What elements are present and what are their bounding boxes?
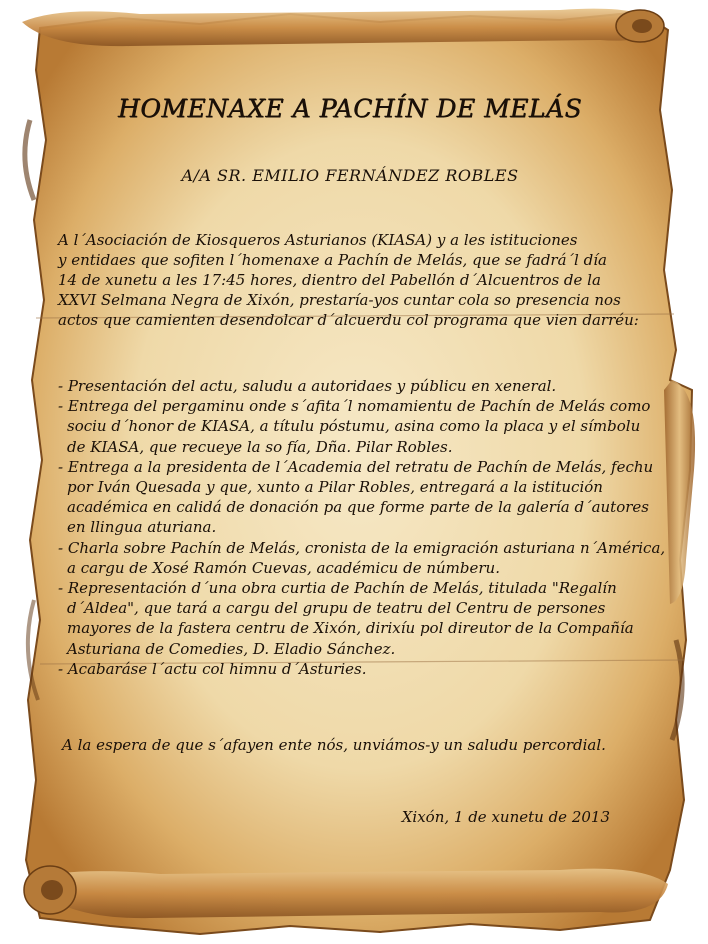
program-item <box>58 578 688 659</box>
document-title: HOMENAXE A PACHÍN DE MELÁS <box>117 94 583 123</box>
program-item <box>58 396 688 457</box>
program-line: - Representación d´una obra curtia de Pachín de Melás, titulada "Regalín <box>58 579 617 598</box>
program-line: por Iván Quesada y que, xunto a Pilar Robles, entregará a la istitución <box>67 478 603 497</box>
program-item <box>58 376 688 396</box>
intro-line: A l´Asociación de Kiosqueros Asturianos (KIASA) y a les istituciones <box>58 231 578 249</box>
program-item <box>58 457 688 538</box>
intro-line: XXVI Selmana Negra de Xixón, prestaría-yos cuntar cola so presencia nos <box>58 291 621 309</box>
program-line: en llingua aturiana. <box>67 518 217 537</box>
intro-line: y entidaes que sofiten l´homenaxe a Pachín de Melás, que se fadrá´l día <box>58 251 607 269</box>
recipient-line: A/A SR. EMILIO FERNÁNDEZ ROBLES <box>181 166 519 185</box>
program-item <box>58 659 688 679</box>
program-line: de KIASA, que recueye la so fía, Dña. Pilar Robles. <box>67 437 453 456</box>
program-line: académica en calidá de donación pa que forme parte de la galería d´autores <box>67 498 649 517</box>
intro-line: 14 de xunetu a les 17:45 hores, dientro del Pabellón d´Alcuentros de la <box>58 271 601 289</box>
program-line: d´Aldea", que tará a cargu del grupu de teatru del Centru de persones <box>67 599 606 618</box>
program-line: - Presentación del actu, saludu a autoridaes y públicu en xeneral. <box>58 377 557 395</box>
program-line: Asturiana de Comedies, D. Eladio Sánchez. <box>67 639 396 658</box>
program-line: - Acabaráse l´actu col himnu d´Asturies. <box>58 659 367 678</box>
program-line: a cargu de Xosé Ramón Cuevas, académicu de númberu. <box>67 558 500 577</box>
program-line: - Charla sobre Pachín de Melás, cronista de la emigración asturiana n´América, <box>58 538 666 557</box>
program-list <box>58 376 688 679</box>
program-line: - Entrega del pergaminu onde s´afita´l nomamientu de Pachín de Melás como <box>58 397 651 416</box>
program-item <box>58 538 688 578</box>
program-line: mayores de la fastera centru de Xixón, dirixíu pol direutor de la Compañía <box>67 619 634 638</box>
program-line: sociu d´honor de KIASA, a títulu póstumu, asina como la placa y el símbolu <box>67 417 641 436</box>
place-date-signoff: Xixón, 1 de xunetu de 2013 <box>401 808 610 826</box>
intro-paragraph <box>58 230 678 330</box>
program-line: - Entrega a la presidenta de l´Academia del retratu de Pachín de Melás, fechu <box>58 457 654 476</box>
intro-line: actos que camienten desendolcar d´alcuerdu col programa que vien darréu: <box>58 311 639 329</box>
closing-line: A la espera de que s´afayen ente nós, unviámos-y un saludu percordial. <box>62 736 606 754</box>
